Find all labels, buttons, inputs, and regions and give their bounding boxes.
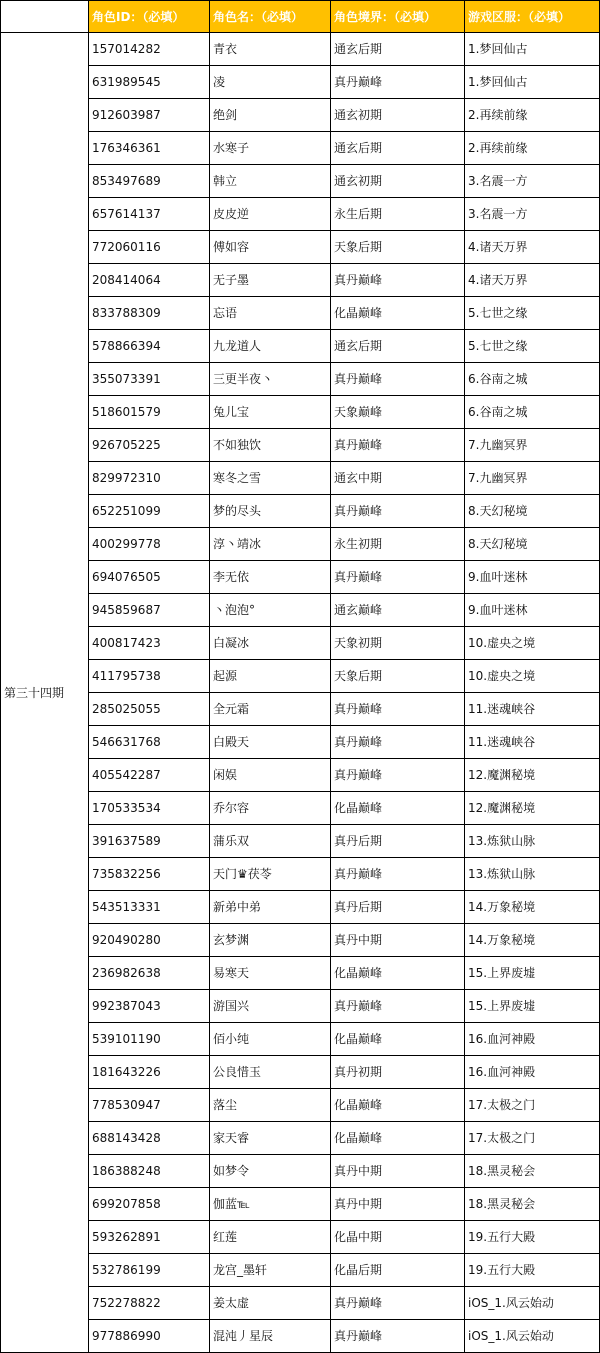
cell-role-id: 546631768 (89, 726, 210, 759)
cell-role-name: 佰小纯 (210, 1023, 331, 1056)
header-role-id: 角色ID：（必填） (89, 1, 210, 33)
table-row (1, 1254, 600, 1287)
cell-role-realm: 真丹后期 (331, 825, 465, 858)
cell-role-name: 九龙道人 (210, 330, 331, 363)
cell-game-server: 2.再续前缘 (465, 99, 600, 132)
cell-role-realm: 真丹巅峰 (331, 726, 465, 759)
cell-game-server: iOS_1.风云始动 (465, 1320, 600, 1353)
cell-role-id: 833788309 (89, 297, 210, 330)
table-row (1, 528, 600, 561)
cell-role-id: 400817423 (89, 627, 210, 660)
table-row (1, 66, 600, 99)
cell-game-server: 4.诸天万界 (465, 264, 600, 297)
cell-game-server: 9.血叶迷林 (465, 594, 600, 627)
table-row (1, 594, 600, 627)
header-role-name: 角色名：（必填） (210, 1, 331, 33)
cell-role-name: 无子墨 (210, 264, 331, 297)
cell-role-name: 落尘 (210, 1089, 331, 1122)
cell-game-server: 9.血叶迷林 (465, 561, 600, 594)
table-row (1, 132, 600, 165)
cell-game-server: 13.炼狱山脉 (465, 825, 600, 858)
cell-game-server: 2.再续前缘 (465, 132, 600, 165)
cell-role-name: 白凝冰 (210, 627, 331, 660)
header-game-server: 游戏区服：（必填） (465, 1, 600, 33)
table-row (1, 396, 600, 429)
cell-role-name: 混沌丿星辰 (210, 1320, 331, 1353)
cell-role-id: 912603987 (89, 99, 210, 132)
cell-role-realm: 化晶巅峰 (331, 1089, 465, 1122)
cell-role-realm: 真丹中期 (331, 1188, 465, 1221)
cell-role-realm: 天象巅峰 (331, 396, 465, 429)
cell-role-name: 姜太虚 (210, 1287, 331, 1320)
cell-role-name: 全元霜 (210, 693, 331, 726)
cell-role-realm: 永生后期 (331, 198, 465, 231)
cell-game-server: 4.诸天万界 (465, 231, 600, 264)
cell-role-realm: 真丹巅峰 (331, 858, 465, 891)
cell-game-server: 10.虚央之境 (465, 627, 600, 660)
cell-game-server: 19.五行大殿 (465, 1221, 600, 1254)
cell-role-id: 208414064 (89, 264, 210, 297)
cell-game-server: 14.万象秘境 (465, 891, 600, 924)
cell-role-realm: 真丹巅峰 (331, 990, 465, 1023)
cell-role-name: 起源 (210, 660, 331, 693)
cell-game-server: 15.上界废墟 (465, 990, 600, 1023)
table-row (1, 1056, 600, 1089)
table-row (1, 1188, 600, 1221)
cell-role-name: 青衣 (210, 33, 331, 66)
table-row (1, 1023, 600, 1056)
table-row (1, 561, 600, 594)
cell-game-server: 17.太极之门 (465, 1089, 600, 1122)
cell-role-realm: 真丹巅峰 (331, 363, 465, 396)
table-row (1, 858, 600, 891)
table-row (1, 297, 600, 330)
cell-role-id: 578866394 (89, 330, 210, 363)
cell-game-server: 18.黑灵秘会 (465, 1188, 600, 1221)
cell-role-id: 236982638 (89, 957, 210, 990)
cell-role-name: 乔尔容 (210, 792, 331, 825)
cell-role-realm: 化晶巅峰 (331, 792, 465, 825)
table-row (1, 1122, 600, 1155)
table-header (1, 1, 600, 33)
cell-role-id: 543513331 (89, 891, 210, 924)
cell-role-id: 992387043 (89, 990, 210, 1023)
cell-role-name: 公良惜玉 (210, 1056, 331, 1089)
table-row (1, 1089, 600, 1122)
cell-role-name: 韩立 (210, 165, 331, 198)
cell-role-name: 傅如容 (210, 231, 331, 264)
table-row (1, 1221, 600, 1254)
cell-role-id: 176346361 (89, 132, 210, 165)
cell-role-id: 853497689 (89, 165, 210, 198)
table-row (1, 231, 600, 264)
cell-role-name: 红莲 (210, 1221, 331, 1254)
table-row (1, 957, 600, 990)
cell-role-id: 772060116 (89, 231, 210, 264)
cell-game-server: 7.九幽冥界 (465, 429, 600, 462)
cell-role-name: 三更半夜丶 (210, 363, 331, 396)
cell-role-id: 977886990 (89, 1320, 210, 1353)
cell-role-name: 白殿天 (210, 726, 331, 759)
cell-role-name: 皮皮逆 (210, 198, 331, 231)
cell-role-name: 寒冬之雪 (210, 462, 331, 495)
cell-role-realm: 真丹巅峰 (331, 495, 465, 528)
cell-role-realm: 真丹巅峰 (331, 264, 465, 297)
cell-role-name: 凌 (210, 66, 331, 99)
cell-game-server: 6.谷南之城 (465, 396, 600, 429)
cell-role-id: 593262891 (89, 1221, 210, 1254)
cell-game-server: 16.血河神殿 (465, 1056, 600, 1089)
cell-game-server: 5.七世之缘 (465, 297, 600, 330)
cell-role-name: 梦的尽头 (210, 495, 331, 528)
cell-role-realm: 真丹巅峰 (331, 759, 465, 792)
cell-role-realm: 真丹巅峰 (331, 561, 465, 594)
cell-role-id: 532786199 (89, 1254, 210, 1287)
cell-role-name: 家天睿 (210, 1122, 331, 1155)
cell-role-realm: 真丹巅峰 (331, 1320, 465, 1353)
cell-role-id: 400299778 (89, 528, 210, 561)
cell-role-id: 920490280 (89, 924, 210, 957)
cell-role-id: 652251099 (89, 495, 210, 528)
cell-role-id: 518601579 (89, 396, 210, 429)
cell-role-realm: 真丹初期 (331, 1056, 465, 1089)
cell-role-realm: 化晶巅峰 (331, 1023, 465, 1056)
cell-game-server: 18.黑灵秘会 (465, 1155, 600, 1188)
cell-role-name: 蒲乐双 (210, 825, 331, 858)
cell-game-server: 10.虚央之境 (465, 660, 600, 693)
cell-role-realm: 化晶后期 (331, 1254, 465, 1287)
cell-game-server: 11.迷魂峡谷 (465, 726, 600, 759)
cell-role-id: 631989545 (89, 66, 210, 99)
cell-role-realm: 化晶中期 (331, 1221, 465, 1254)
cell-game-server: 14.万象秘境 (465, 924, 600, 957)
cell-role-realm: 通玄后期 (331, 132, 465, 165)
cell-game-server: iOS_1.风云始动 (465, 1287, 600, 1320)
cell-role-realm: 通玄后期 (331, 330, 465, 363)
cell-role-id: 186388248 (89, 1155, 210, 1188)
cell-role-id: 285025055 (89, 693, 210, 726)
cell-game-server: 12.魔渊秘境 (465, 759, 600, 792)
cell-role-name: 水寒子 (210, 132, 331, 165)
cell-game-server: 1.梦回仙古 (465, 33, 600, 66)
table-row (1, 363, 600, 396)
table-row (1, 891, 600, 924)
cell-role-name: 伽蓝℡ (210, 1188, 331, 1221)
cell-role-realm: 真丹巅峰 (331, 1287, 465, 1320)
cell-role-realm: 通玄后期 (331, 33, 465, 66)
cell-role-realm: 通玄巅峰 (331, 594, 465, 627)
table-row (1, 462, 600, 495)
table-row (1, 1287, 600, 1320)
cell-role-id: 752278822 (89, 1287, 210, 1320)
cell-role-name: 新弟中弟 (210, 891, 331, 924)
cell-game-server: 17.太极之门 (465, 1122, 600, 1155)
cell-role-name: 兔儿宝 (210, 396, 331, 429)
cell-role-realm: 化晶巅峰 (331, 1122, 465, 1155)
cell-role-name: 绝剑 (210, 99, 331, 132)
cell-role-name: 如梦令 (210, 1155, 331, 1188)
cell-role-id: 539101190 (89, 1023, 210, 1056)
cell-role-name: 天门♛茯苓 (210, 858, 331, 891)
cell-role-realm: 通玄初期 (331, 99, 465, 132)
cell-role-id: 829972310 (89, 462, 210, 495)
cell-game-server: 15.上界废墟 (465, 957, 600, 990)
table-row (1, 627, 600, 660)
table-row (1, 1320, 600, 1353)
cell-role-id: 778530947 (89, 1089, 210, 1122)
cell-game-server: 1.梦回仙古 (465, 66, 600, 99)
table-row (1, 429, 600, 462)
cell-role-realm: 真丹中期 (331, 924, 465, 957)
cell-role-name: 不如独饮 (210, 429, 331, 462)
cell-game-server: 16.血河神殿 (465, 1023, 600, 1056)
header-corner-cell (1, 1, 89, 33)
cell-role-name: 忘语 (210, 297, 331, 330)
cell-role-id: 699207858 (89, 1188, 210, 1221)
table-row (1, 264, 600, 297)
cell-role-name: 闲娱 (210, 759, 331, 792)
cell-game-server: 13.炼狱山脉 (465, 858, 600, 891)
cell-role-name: 游国兴 (210, 990, 331, 1023)
cell-role-id: 391637589 (89, 825, 210, 858)
cell-role-realm: 真丹巅峰 (331, 66, 465, 99)
table-row (1, 759, 600, 792)
cell-role-realm: 永生初期 (331, 528, 465, 561)
cell-role-id: 405542287 (89, 759, 210, 792)
cell-game-server: 7.九幽冥界 (465, 462, 600, 495)
period-cell: 第三十四期 (1, 33, 89, 1353)
cell-role-realm: 通玄初期 (331, 165, 465, 198)
cell-game-server: 11.迷魂峡谷 (465, 693, 600, 726)
table-body (1, 33, 600, 1353)
cell-role-realm: 通玄中期 (331, 462, 465, 495)
cell-role-id: 735832256 (89, 858, 210, 891)
cell-role-realm: 天象后期 (331, 660, 465, 693)
cell-role-name: 玄梦渊 (210, 924, 331, 957)
cell-role-id: 355073391 (89, 363, 210, 396)
cell-role-id: 688143428 (89, 1122, 210, 1155)
cell-game-server: 3.名震一方 (465, 198, 600, 231)
table-row (1, 726, 600, 759)
cell-role-id: 926705225 (89, 429, 210, 462)
cell-role-id: 694076505 (89, 561, 210, 594)
cell-game-server: 8.天幻秘境 (465, 495, 600, 528)
cell-role-name: 丶泡泡° (210, 594, 331, 627)
table-row (1, 693, 600, 726)
header-row (1, 1, 600, 33)
cell-role-realm: 真丹后期 (331, 891, 465, 924)
cell-role-id: 181643226 (89, 1056, 210, 1089)
cell-game-server: 8.天幻秘境 (465, 528, 600, 561)
table-row (1, 330, 600, 363)
cell-role-name: 易寒天 (210, 957, 331, 990)
table-row (1, 924, 600, 957)
cell-role-id: 170533534 (89, 792, 210, 825)
table-row (1, 495, 600, 528)
table-row (1, 1155, 600, 1188)
cell-role-id: 411795738 (89, 660, 210, 693)
header-role-realm: 角色境界：（必填） (331, 1, 465, 33)
cell-game-server: 12.魔渊秘境 (465, 792, 600, 825)
table-row (1, 165, 600, 198)
cell-role-name: 李无依 (210, 561, 331, 594)
cell-role-name: 龙宫_墨轩 (210, 1254, 331, 1287)
table-row (1, 99, 600, 132)
cell-role-id: 157014282 (89, 33, 210, 66)
table-row (1, 825, 600, 858)
cell-role-id: 657614137 (89, 198, 210, 231)
cell-game-server: 19.五行大殿 (465, 1254, 600, 1287)
table-row (1, 990, 600, 1023)
cell-role-realm: 化晶巅峰 (331, 297, 465, 330)
cell-role-id: 945859687 (89, 594, 210, 627)
cell-role-realm: 真丹巅峰 (331, 429, 465, 462)
cell-role-realm: 真丹巅峰 (331, 693, 465, 726)
cell-game-server: 3.名震一方 (465, 165, 600, 198)
table-row (1, 33, 600, 66)
cell-role-realm: 化晶巅峰 (331, 957, 465, 990)
cell-game-server: 5.七世之缘 (465, 330, 600, 363)
cell-role-realm: 天象初期 (331, 627, 465, 660)
table-row (1, 198, 600, 231)
cell-game-server: 6.谷南之城 (465, 363, 600, 396)
cell-role-name: 淳丶靖冰 (210, 528, 331, 561)
cell-role-realm: 真丹中期 (331, 1155, 465, 1188)
cell-role-realm: 天象后期 (331, 231, 465, 264)
table-row (1, 660, 600, 693)
table-row (1, 792, 600, 825)
